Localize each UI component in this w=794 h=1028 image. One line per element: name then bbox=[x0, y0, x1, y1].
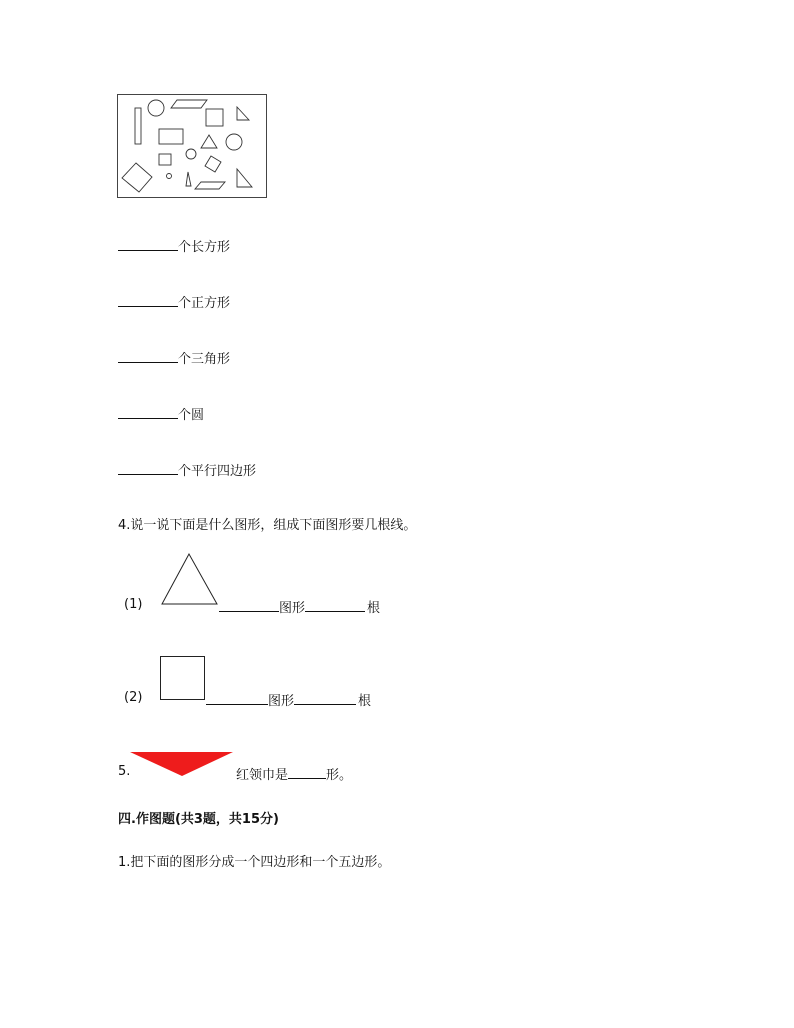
section-4-heading: 四.作图题(共3题，共15分) bbox=[118, 812, 279, 827]
question-4-item-2-answer: 图形 根 bbox=[206, 690, 371, 709]
triangle-figure bbox=[160, 553, 220, 605]
cone-shape bbox=[186, 172, 191, 186]
tiny-circle-shape bbox=[167, 174, 172, 179]
parallelogram-shape bbox=[171, 100, 207, 108]
answer-blank[interactable] bbox=[118, 474, 178, 475]
right-triangle-shape bbox=[237, 107, 249, 120]
scarf-shape-blank[interactable] bbox=[288, 778, 326, 779]
count-line-circle: 个圆 bbox=[118, 404, 204, 423]
square-figure bbox=[160, 656, 206, 702]
count-line-parallelogram: 个平行四边形 bbox=[118, 460, 256, 479]
small-circle-shape bbox=[186, 149, 196, 159]
count-line-square: 个正方形 bbox=[118, 292, 230, 311]
answer-blank[interactable] bbox=[118, 250, 178, 251]
line-count-blank[interactable] bbox=[294, 704, 356, 705]
small-square-shape bbox=[159, 154, 171, 165]
right-triangle-shape bbox=[237, 169, 252, 187]
figure-border bbox=[118, 95, 267, 198]
shape-answer-blank[interactable] bbox=[219, 611, 279, 612]
tilted-square-shape bbox=[122, 163, 152, 192]
rectangle-shape bbox=[159, 129, 183, 144]
question-4-item-1-answer: 图形 根 bbox=[219, 597, 380, 616]
tall-rectangle-shape bbox=[135, 108, 141, 144]
question-5-number: 5. bbox=[118, 764, 131, 779]
count-line-triangle: 个三角形 bbox=[118, 348, 230, 367]
count-line-rectangle: 个长方形 bbox=[118, 236, 230, 255]
circle-shape bbox=[226, 134, 242, 150]
parallelogram-shape bbox=[195, 182, 225, 189]
question-4-item-2-number: (2) bbox=[124, 690, 143, 705]
red-scarf-triangle bbox=[130, 751, 234, 777]
diamond-shape bbox=[205, 156, 221, 172]
answer-blank[interactable] bbox=[118, 418, 178, 419]
question-4-item-1-number: (1) bbox=[124, 597, 143, 612]
circle-shape bbox=[148, 100, 164, 116]
shape-answer-blank[interactable] bbox=[206, 704, 268, 705]
answer-blank[interactable] bbox=[118, 362, 178, 363]
answer-blank[interactable] bbox=[118, 306, 178, 307]
shapes-figure bbox=[117, 94, 269, 200]
draw-question-1-text: 1.把下面的图形分成一个四边形和一个五边形。 bbox=[118, 855, 391, 870]
question-5-answer: 红领巾是 形。 bbox=[236, 768, 353, 783]
line-count-blank[interactable] bbox=[305, 611, 365, 612]
triangle-shape bbox=[201, 135, 217, 148]
question-4-text: 4.说一说下面是什么图形，组成下面图形要几根线。 bbox=[118, 518, 417, 533]
square-shape bbox=[206, 109, 223, 126]
